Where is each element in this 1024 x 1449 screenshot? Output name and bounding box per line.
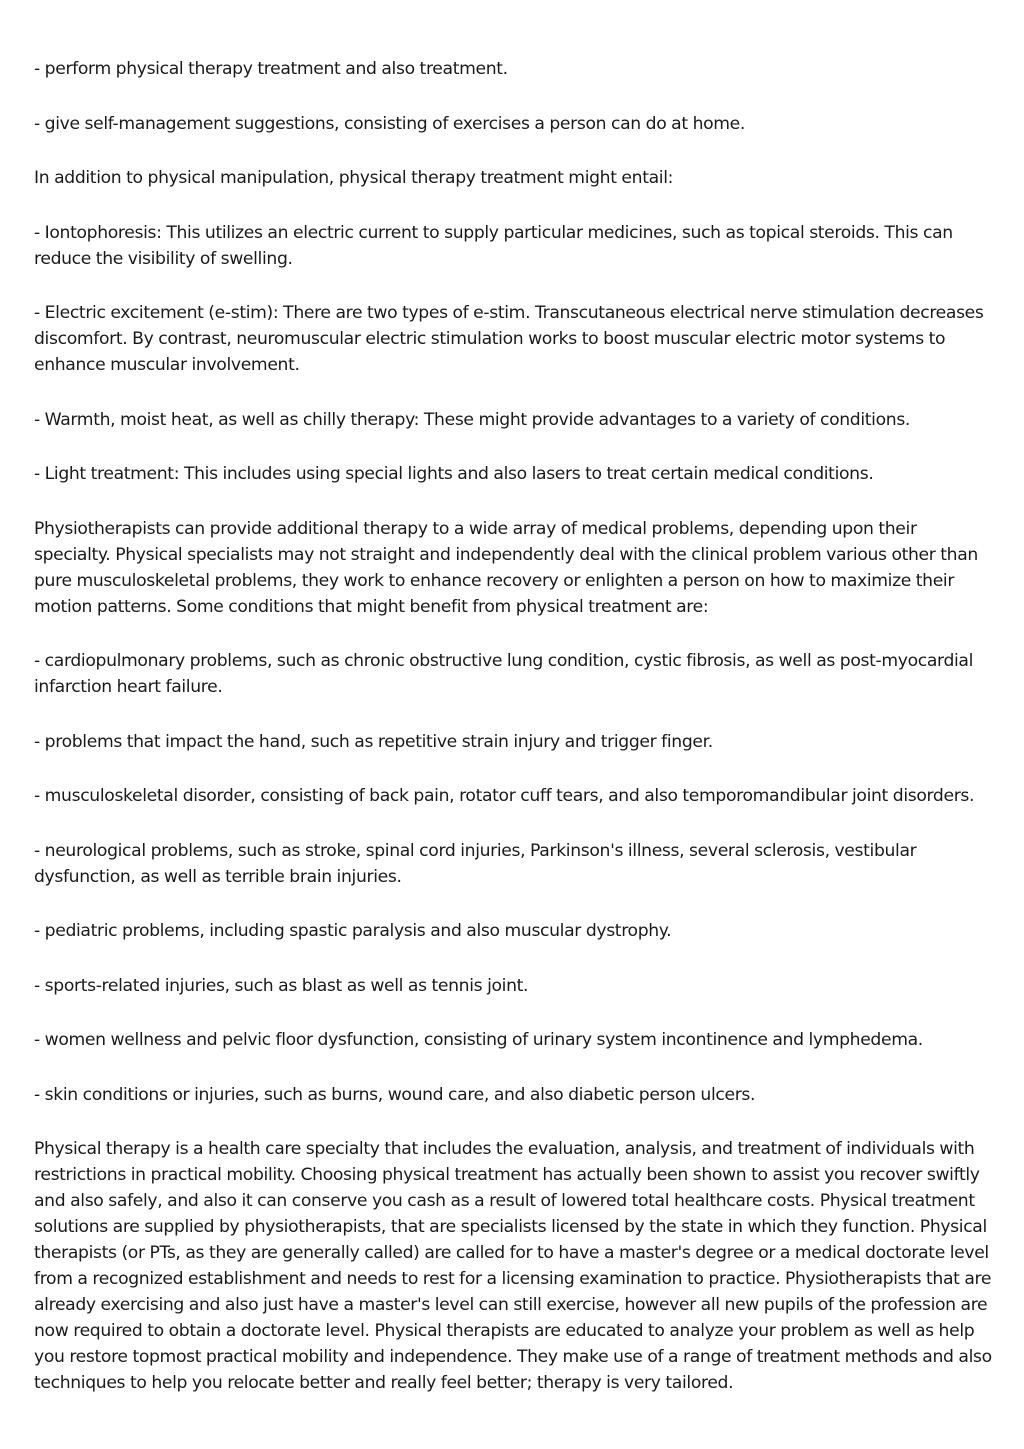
paragraph-electric-stimulation: - Electric excitement (e-stim): There are two types of e-stim. Transcutaneous electrical nerve stimulation decreases discomfort. By contrast, neuromuscular electric stimulation works to boost muscular electric motor systems to enhance muscular involvement. xyxy=(34,303,984,375)
paragraph-neurological: - neurological problems, such as stroke, spinal cord injuries, Parkinson's illness, several sclerosis, vestibular dysfunction, as well as terrible brain injuries. xyxy=(34,840,917,887)
paragraph-physical-therapy-overview: Physical therapy is a health care specialty that includes the evaluation, analysis, and treatment of individuals with restrictions in practical mobility. Choosing physical treatment has actually been shown to assist you recover swiftly and also safely, and also it can conserve you cash as a result of lowered total healthcare costs. Physical treatment solutions are supplied by physiotherapists, that are specialists licensed by the state in which they function. Physical therapists (or PTs, as they are generally called) are called for to have a master's degree or a medical doctorate level from a recognized establishment and needs to rest for a licensing examination to practice. Physiotherapists that are already exercising and also just have a master's level can still exercise, however all new pupils of the profession are now required to obtain a doctorate level. Physical therapists are educated to analyze your problem as well as help you restore topmost practical mobility and independence. They make use of a range of treatment methods and also techniques to help you relocate better and really feel better; therapy is very tailored. xyxy=(34,1139,992,1393)
paragraph-musculoskeletal: - musculoskeletal disorder, consisting of back pain, rotator cuff tears, and also temporomandibular joint disorders. xyxy=(34,786,975,806)
paragraph-sports-injuries: - sports-related injuries, such as blast as well as tennis joint. xyxy=(34,975,529,996)
paragraph-physiotherapists-conditions: Physiotherapists can provide additional therapy to a wide array of medical problems, depending upon their specialty. Physical specialists may not straight and independently deal with the clinical problem various other than pure musculoskeletal problems, they work to enhance recovery or enlighten a person on how to maximize their motion patterns. Some conditions that might benefit from physical treatment are: xyxy=(34,518,978,617)
paragraph-intro-treatments: In addition to physical manipulation, physical therapy treatment might entail: xyxy=(34,168,674,188)
paragraph-pediatric: - pediatric problems, including spastic paralysis and also muscular dystrophy. xyxy=(34,921,672,941)
paragraph-self-management: - give self-management suggestions, consisting of exercises a person can do at home. xyxy=(34,113,746,134)
paragraph-iontophoresis: - Iontophoresis: This utilizes an electric current to supply particular medicines, such as topical steroids. This can reduce the visibility of swelling. xyxy=(34,222,953,269)
paragraph-hand-problems: - problems that impact the hand, such as repetitive strain injury and trigger finger. xyxy=(34,731,713,752)
paragraph-women-wellness: - women wellness and pelvic floor dysfunction, consisting of urinary system incontinence and lymphedema. xyxy=(34,1030,923,1050)
paragraph-light-treatment: - Light treatment: This includes using special lights and also lasers to treat certain medical conditions. xyxy=(34,464,874,484)
paragraph-skin-conditions: - skin conditions or injuries, such as burns, wound care, and also diabetic person ulcers. xyxy=(34,1084,756,1105)
paragraph-perform-treatment: - perform physical therapy treatment and also treatment. xyxy=(34,59,508,79)
paragraph-cardiopulmonary: - cardiopulmonary problems, such as chronic obstructive lung condition, cystic fibrosis, as well as post-myocardial infarction heart failure. xyxy=(34,651,974,697)
paragraph-heat-cold-therapy: - Warmth, moist heat, as well as chilly therapy: These might provide advantages to a variety of conditions. xyxy=(34,409,911,430)
